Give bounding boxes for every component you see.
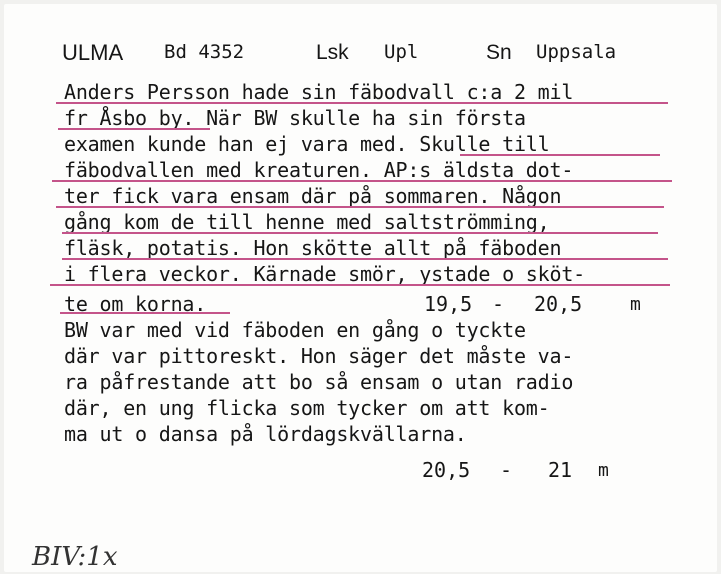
text-line-7: fläsk, potatis. Hon skötte allt på fäboden <box>64 236 562 260</box>
text-line-14: ma ut o dansa på lördagskvällarna. <box>64 422 467 446</box>
text-line-10: BW var med vid fäboden en gång o tyckte <box>64 318 526 342</box>
underline-9 <box>60 312 230 314</box>
underline-5 <box>56 206 664 208</box>
measure-2-unit: m <box>598 460 609 481</box>
text-line-13: där, en ung flicka som tycker om att kom- <box>64 396 550 420</box>
archive-code: ULMA <box>62 40 124 65</box>
handwritten-shelf-mark: BIV:1x <box>32 542 118 572</box>
text-line-3: examen kunde han ej vara med. Skulle till <box>64 132 550 156</box>
text-line-2: fr Åsbo by. När BW skulle ha sin första <box>64 106 526 130</box>
socken-label: Sn <box>486 41 512 64</box>
socken-value: Uppsala <box>536 41 617 63</box>
measure-1-dash: - <box>492 292 505 316</box>
underline-7 <box>62 258 668 260</box>
text-line-1: Anders Persson hade sin fäbodvall c:a 2 mil <box>64 80 574 104</box>
underline-8 <box>50 284 670 286</box>
text-line-4: fäbodvallen med kreaturen. AP:s äldsta dot- <box>64 158 574 182</box>
underline-2 <box>58 128 210 130</box>
text-line-12: ra påfrestande att bo så ensam o utan radio <box>64 370 574 394</box>
text-line-8: i flera veckor. Kärnade smör, ystade o sköt- <box>64 262 586 286</box>
text-line-5: ter fick vara ensam där på sommaren. Någon <box>64 184 562 208</box>
underline-1 <box>56 102 668 104</box>
measure-2-from: 20,5 <box>422 458 471 482</box>
underline-6 <box>62 232 658 234</box>
text-line-9: te om korna. <box>64 292 207 316</box>
volume-number: Bd 4352 <box>164 41 245 63</box>
measure-2-dash: - <box>500 458 513 482</box>
measure-1-to: 20,5 <box>534 292 583 316</box>
text-line-11: där var pittoreskt. Hon säger det måste va- <box>64 344 574 368</box>
landskap-value: Upl <box>384 41 419 63</box>
landskap-label: Lsk <box>316 41 349 64</box>
measure-1-unit: m <box>630 294 641 315</box>
measure-1-from: 19,5 <box>424 292 473 316</box>
text-line-6: gång kom de till henne med saltströmming, <box>64 210 550 234</box>
underline-3 <box>460 154 660 156</box>
archive-card <box>4 4 717 572</box>
underline-4 <box>52 180 672 182</box>
measure-2-to: 21 <box>548 458 573 482</box>
